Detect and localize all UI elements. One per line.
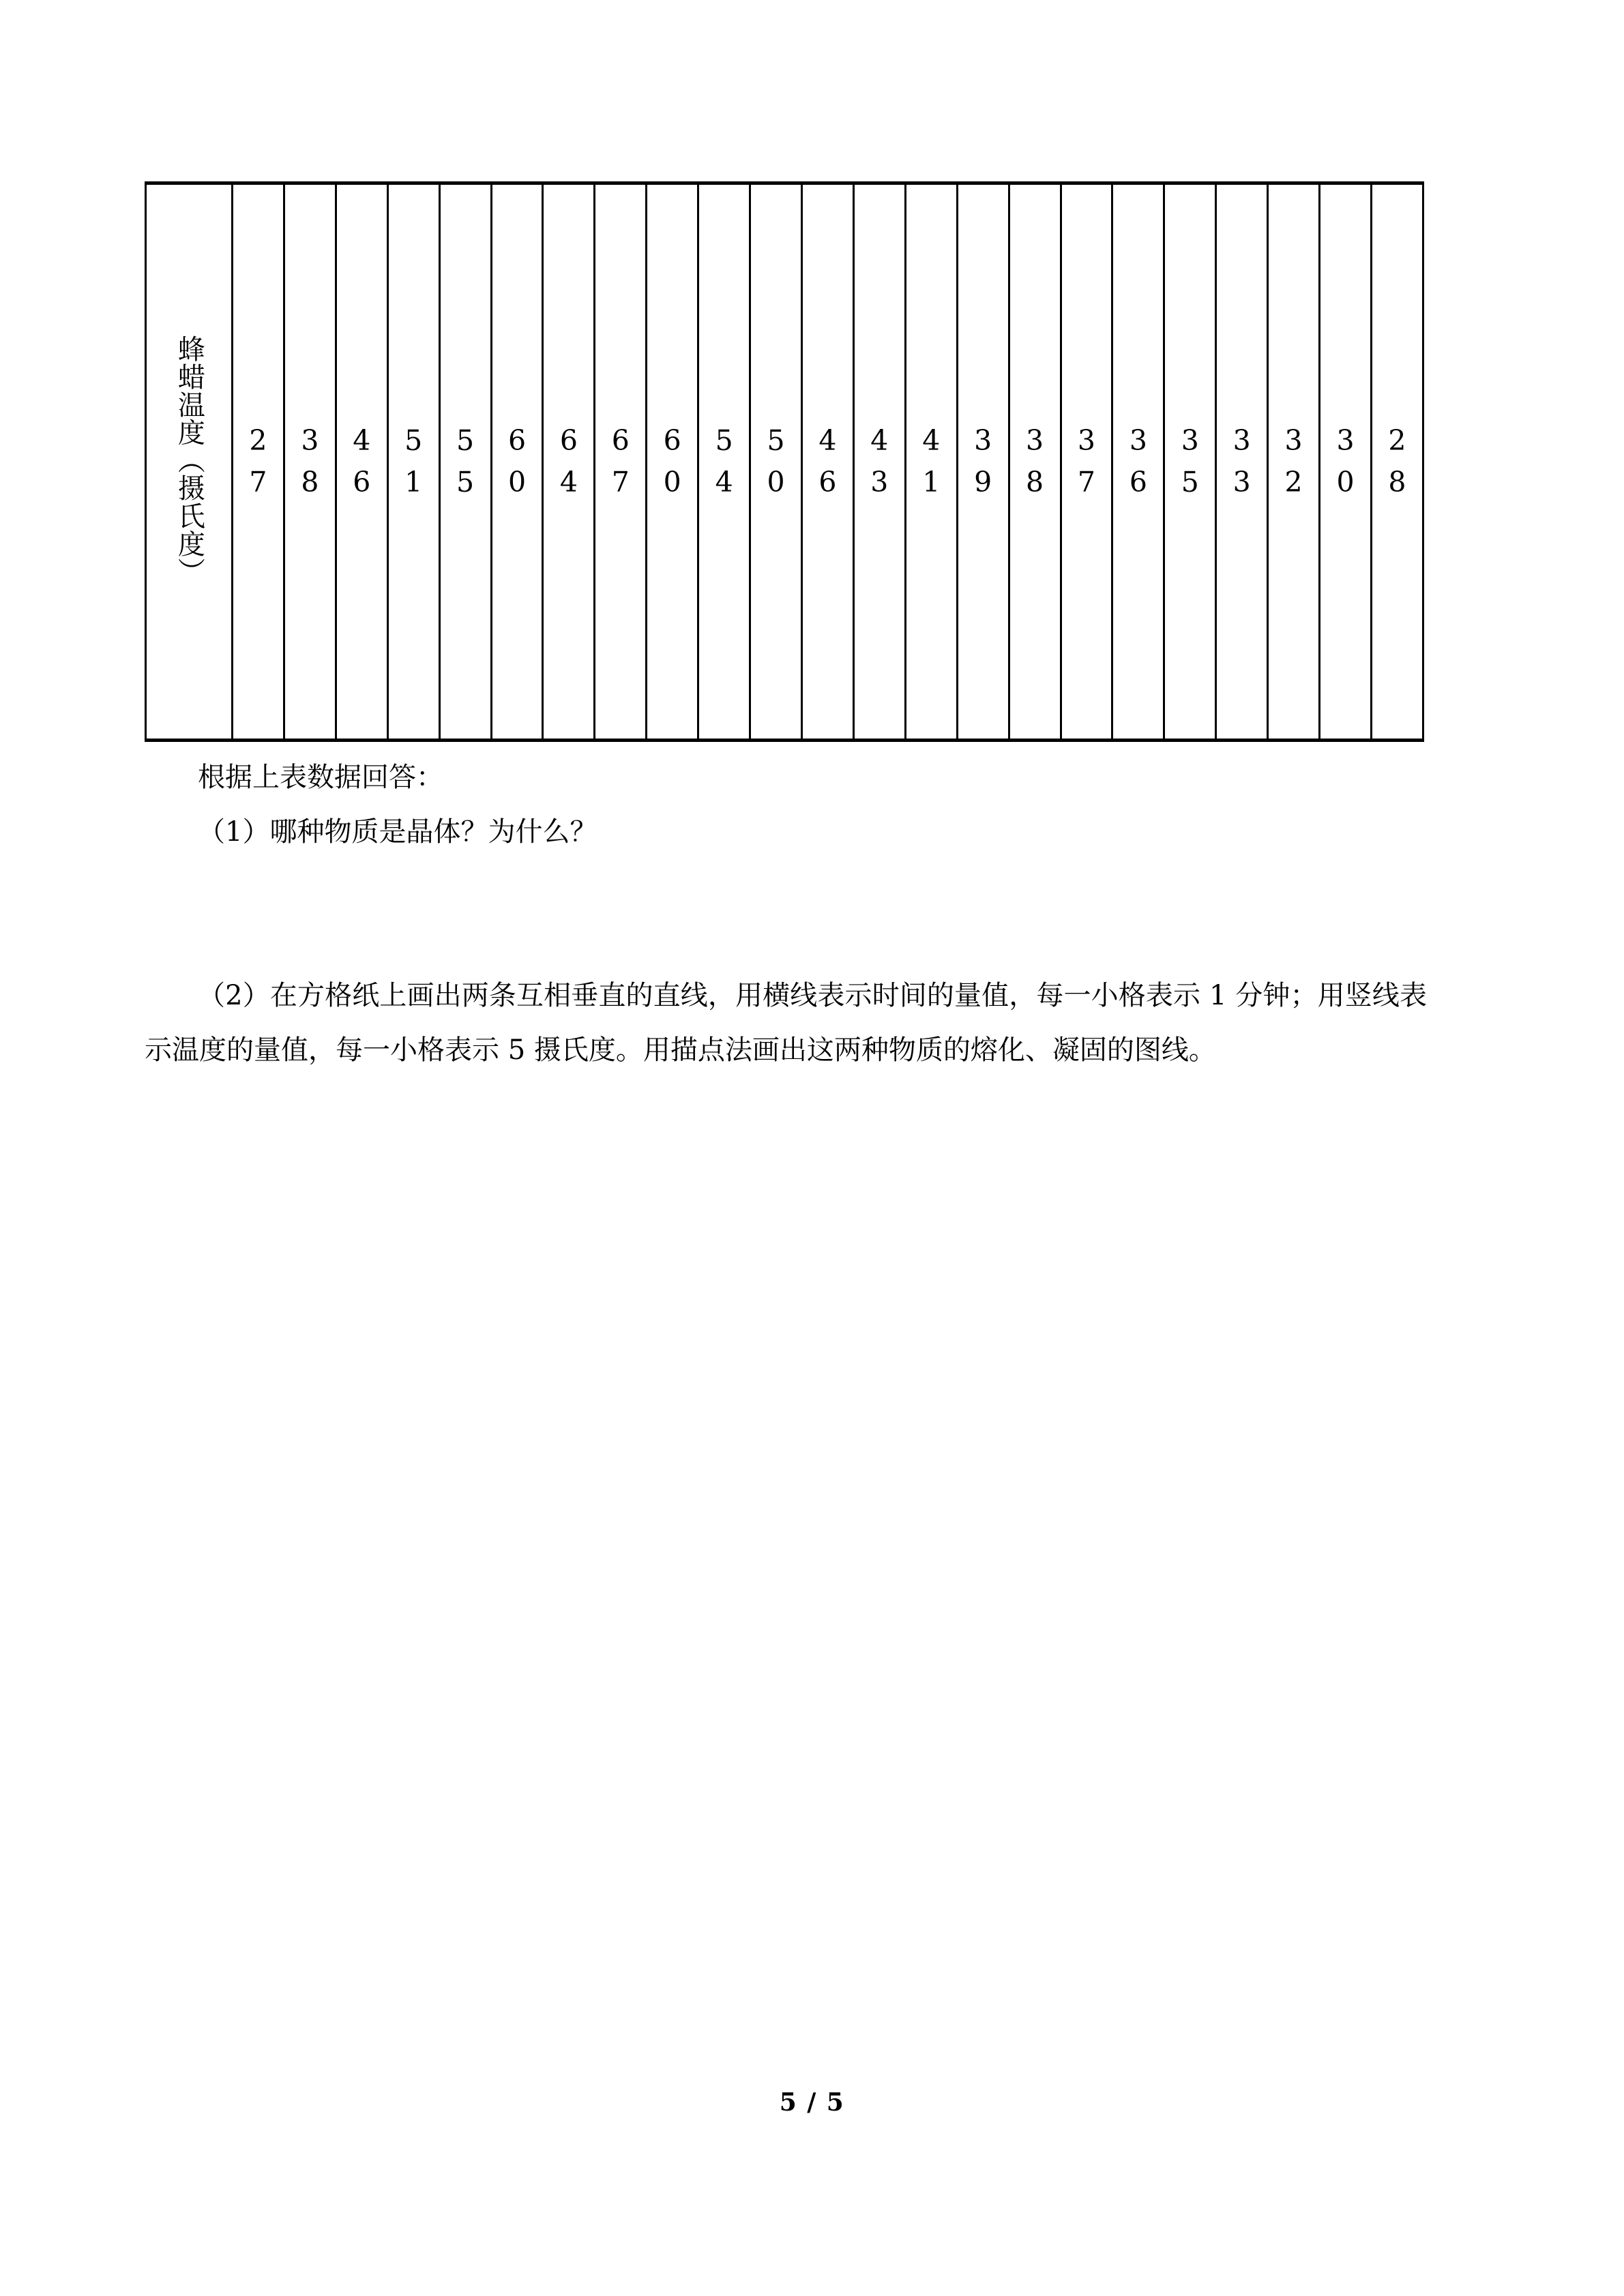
digit: 5	[1181, 466, 1199, 498]
table-row-header-cell	[146, 183, 233, 741]
temperature-cell	[439, 183, 491, 741]
temperature-value	[353, 420, 370, 503]
digit: 6	[1129, 466, 1147, 498]
digit: 0	[663, 466, 681, 498]
digit: 3	[1181, 424, 1199, 458]
digit: 6	[611, 424, 630, 458]
digit: 0	[507, 466, 527, 498]
temperature-cell	[336, 183, 387, 741]
digit: 4	[715, 466, 733, 498]
temperature-value	[1078, 420, 1095, 503]
digit: 3	[1232, 466, 1251, 498]
temperature-cell	[1009, 183, 1061, 741]
temperature-cell	[1320, 183, 1372, 741]
temperature-value	[1026, 420, 1044, 503]
temperature-value	[1336, 420, 1354, 503]
digit: 0	[767, 466, 785, 498]
digit: 6	[663, 424, 681, 458]
table-row	[146, 183, 1423, 741]
temperature-cell	[905, 183, 957, 741]
temperature-cell	[1216, 183, 1268, 741]
temperature-value	[818, 420, 836, 503]
temperature-value	[1285, 420, 1303, 503]
temperature-cell	[957, 183, 1009, 741]
digit: 6	[559, 424, 578, 458]
temperature-cell	[853, 183, 905, 741]
temperature-value	[1130, 420, 1147, 503]
digit: 1	[404, 466, 423, 498]
digit: 3	[870, 466, 889, 498]
digit: 4	[559, 466, 578, 498]
temperature-value	[1181, 420, 1199, 503]
temperature-value	[560, 420, 578, 503]
digit: 0	[1336, 466, 1355, 498]
temperature-value	[664, 420, 681, 503]
digit: 3	[1129, 424, 1147, 458]
temperature-value	[456, 420, 474, 503]
temperature-value	[974, 420, 992, 503]
question-2-text: （2）在方格纸上画出两条互相垂直的直线，用横线表示时间的量值，每一小格表示 1 分钟；用竖线表示温度的量值，每一小格表示 5 摄氏度。用描点法画出这两种物质的熔化、凝固的图线。	[145, 980, 1427, 1066]
digit: 5	[404, 424, 423, 458]
digit: 7	[249, 466, 267, 498]
temperature-cell	[1164, 183, 1216, 741]
digit: 8	[301, 466, 319, 498]
digit: 3	[1077, 424, 1095, 458]
digit: 3	[1026, 424, 1044, 458]
temperature-value	[612, 420, 630, 503]
digit: 6	[818, 466, 837, 498]
temperature-cell	[491, 183, 543, 741]
digit: 6	[353, 466, 371, 498]
digit: 8	[1388, 466, 1406, 498]
temperature-value	[249, 420, 267, 503]
answer-space-question-1	[145, 859, 1427, 968]
temperature-cell	[801, 183, 853, 741]
row-header-label: 蜂蜡温度（摄氏度）	[173, 335, 205, 586]
digit: 4	[818, 424, 837, 458]
digit: 1	[922, 466, 941, 498]
digit: 3	[974, 424, 992, 458]
digit: 7	[611, 466, 630, 498]
temperature-value	[922, 420, 940, 503]
digit: 4	[353, 424, 371, 458]
temperature-cell	[698, 183, 750, 741]
temperature-value	[1233, 420, 1251, 503]
temperature-cell	[233, 183, 284, 741]
temperature-cell	[750, 183, 802, 741]
temperature-cell	[647, 183, 698, 741]
temperature-cell	[1061, 183, 1112, 741]
digit: 5	[456, 424, 475, 458]
temperature-cell	[284, 183, 336, 741]
temperature-cell	[595, 183, 647, 741]
temperature-data-table	[145, 181, 1424, 742]
temperature-cell	[543, 183, 595, 741]
temperature-value	[404, 420, 422, 503]
question-body	[145, 750, 1427, 1077]
digit: 9	[974, 466, 992, 498]
temperature-data-table-container	[145, 181, 1424, 742]
temperature-cell	[1371, 183, 1423, 741]
temperature-value	[508, 420, 526, 503]
digit: 4	[922, 424, 941, 458]
temperature-value	[767, 420, 784, 503]
digit: 3	[1336, 424, 1355, 458]
temperature-value	[870, 420, 888, 503]
temperature-cell	[1268, 183, 1320, 741]
digit: 3	[301, 424, 319, 458]
digit: 8	[1026, 466, 1044, 498]
temperature-value	[1388, 420, 1406, 503]
digit: 5	[767, 424, 785, 458]
digit: 5	[456, 466, 475, 498]
digit: 5	[715, 424, 733, 458]
temperature-value	[715, 420, 733, 503]
digit: 2	[1284, 466, 1303, 498]
temperature-cell	[387, 183, 439, 741]
question-1-text: （1）哪种物质是晶体？为什么？	[198, 816, 597, 848]
digit: 2	[1388, 424, 1406, 458]
digit: 6	[507, 424, 527, 458]
digit: 4	[870, 424, 889, 458]
temperature-value	[301, 420, 319, 503]
intro-line: 根据上表数据回答：	[198, 762, 443, 793]
digit: 2	[249, 424, 267, 458]
temperature-cell	[1112, 183, 1164, 741]
digit: 3	[1232, 424, 1251, 458]
page-number: 5 / 5	[779, 2088, 845, 2117]
digit: 7	[1077, 466, 1095, 498]
digit: 3	[1284, 424, 1303, 458]
